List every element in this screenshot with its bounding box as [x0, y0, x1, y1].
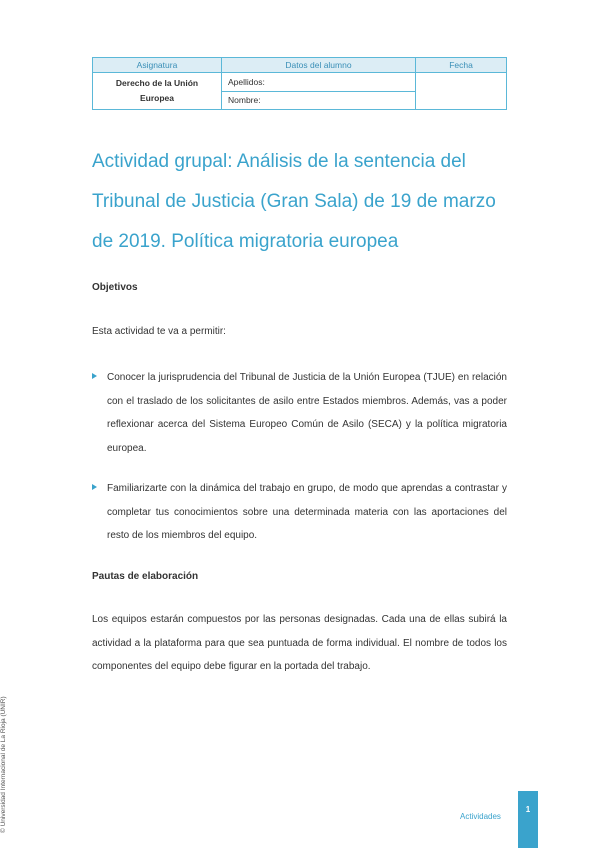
- header-student-label: Datos del alumno: [222, 58, 416, 73]
- page-title: Actividad grupal: Análisis de la sentencia del Tribunal de Justicia (Gran Sala) de 19 de marzo de 2019. Política migratoria europea: [92, 151, 496, 252]
- subject-name-line1: Derecho de la Unión: [115, 78, 199, 88]
- document-header-table: [92, 57, 507, 110]
- guidelines-text: Los equipos estarán compuestos por las personas designadas. Cada una de ellas subirá la actividad a la plataforma para que sea puntuada de forma individual. El nombre de todos los componentes del equipo debe figurar en la portada del trabajo.: [92, 614, 507, 672]
- list-item: [92, 477, 507, 548]
- page-number-box: [518, 791, 538, 848]
- surname-field: Apellidos:: [222, 73, 416, 92]
- objectives-intro: Esta actividad te va a permitir:: [92, 326, 226, 337]
- header-date-label: Fecha: [416, 58, 507, 73]
- objectives-heading: Objetivos: [92, 282, 138, 293]
- subject-name: [93, 73, 222, 110]
- page-number: 1: [525, 805, 531, 814]
- bullet-text: Familiarizarte con la dinámica del trabajo en grupo, de modo que aprendas a contrastar y completar tus conocimientos sobre una determinada materia con las aportaciones del resto de los miembros del equipo.: [107, 483, 507, 541]
- copyright-side-text: © Universidad Internacional de La Rioja (UNIR): [0, 696, 7, 833]
- bullet-text: Conocer la jurisprudencia del Tribunal de Justicia de la Unión Europea (TJUE) en relación con el traslado de los solicitantes de asilo entre Estados miembros. Además, vas a poder reflexionar acerca del Sistema Europeo Común de Asilo (SECA) y la política migratoria europea.: [107, 372, 507, 454]
- name-field: Nombre:: [222, 91, 416, 110]
- list-item: [92, 366, 507, 460]
- bullet-arrow-icon: [92, 373, 97, 379]
- bullet-arrow-icon: [92, 484, 97, 490]
- guidelines-heading: Pautas de elaboración: [92, 571, 199, 582]
- subject-name-line2: Europea: [139, 93, 174, 103]
- header-subject-label: Asignatura: [93, 58, 222, 73]
- date-field: [416, 73, 507, 110]
- footer-section-label: Actividades: [460, 812, 501, 821]
